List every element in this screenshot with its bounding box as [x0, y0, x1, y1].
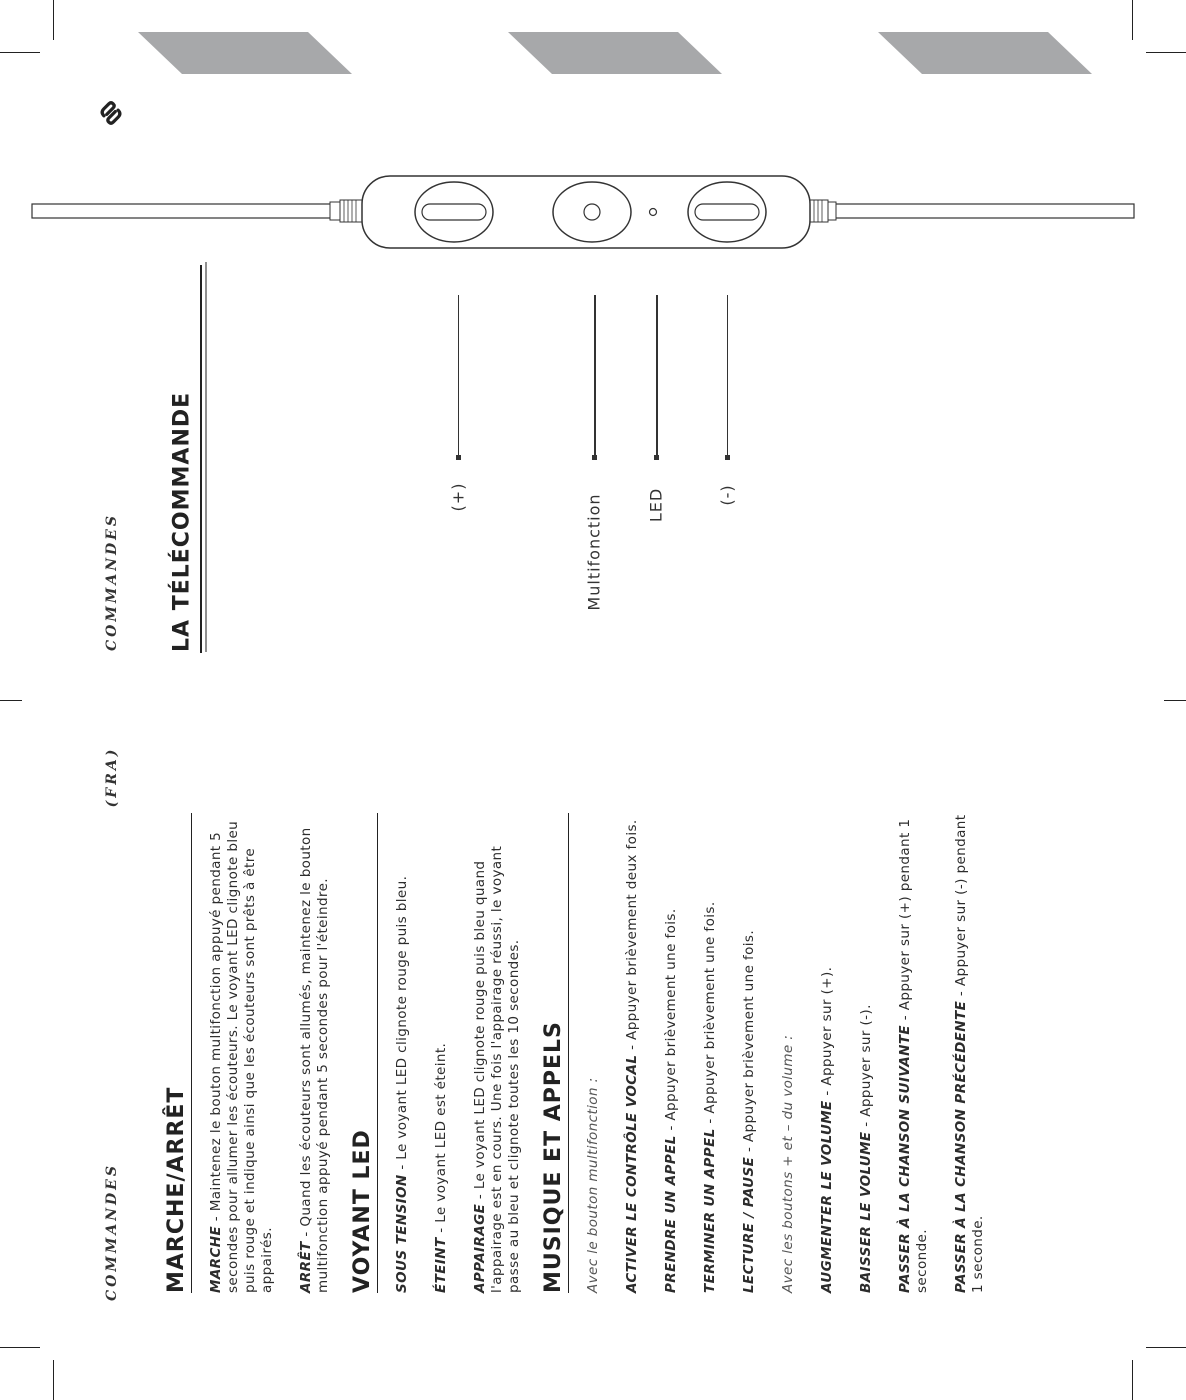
crop-mark [0, 52, 40, 53]
crop-mark [1132, 1360, 1133, 1400]
section-label-left: COMMANDES [104, 1163, 120, 1301]
callout-line-plus [458, 295, 459, 458]
callout-dot [725, 455, 730, 460]
crop-mark [1146, 1347, 1186, 1348]
language-label: (FRA) [104, 746, 120, 808]
text-answer: - Appuyer brièvement une fois. [663, 908, 679, 1136]
callout-label-minus: (-) [717, 484, 737, 506]
callout-label-led: LED [646, 487, 666, 523]
crop-mark [1164, 700, 1186, 701]
paragraph-power-on [208, 813, 276, 1293]
text-power-off: - Quand les écouteurs sont allumés, maintenez le bouton multifonction appuyé pendant 5 secondes pour l'éteindre. [298, 827, 331, 1293]
label-next-track: PASSER À LA CHANSON SUIVANTE [897, 1024, 913, 1293]
text-end-call: - Appuyer brièvement une fois. [702, 901, 718, 1129]
remote-control-illustration [30, 170, 1136, 260]
callout-dot [592, 455, 597, 460]
crop-mark [1146, 52, 1186, 53]
label-play-pause: LECTURE / PAUSE [741, 1156, 757, 1293]
crop-mark [53, 0, 54, 40]
paragraph-power-off [298, 813, 332, 1293]
section-tab-shape [130, 30, 360, 76]
crop-mark [53, 1360, 54, 1400]
paragraph-prev-track [953, 813, 987, 1293]
text-led-powered: - Le voyant LED clignote rouge puis bleu. [394, 875, 410, 1175]
callout-line-led [656, 295, 658, 458]
intro-multifunction: Avec le bouton multifonction : [585, 1077, 601, 1293]
callout-line-minus [727, 295, 728, 458]
text-prev-track: - Appuyer sur (-) pendant 1 seconde. [953, 814, 986, 1293]
paragraph-next-track [897, 813, 931, 1293]
callout-label-multifunction: Multifonction [584, 493, 604, 611]
label-led-powered: SOUS TENSION [394, 1174, 410, 1293]
crop-mark [1132, 0, 1133, 40]
text-led-pairing: - Le voyant LED clignote rouge puis bleu quand l'appairage est en cours. Une fois l'appairage réussi, le voyant passe au bleu et clignote toutes les 10 secondes. [472, 845, 522, 1293]
text-volume-down: - Appuyer sur (-). [858, 1004, 874, 1132]
text-power-on: - Maintenez le bouton multifonction appuyé pendant 5 secondes pour allumer les écouteurs. Le voyant LED clignote bleu puis rouge et indique ainsi que les écouteurs sont prêts à être appairés. [208, 820, 275, 1293]
text-led-off: - Le voyant LED est éteint. [433, 1042, 449, 1238]
callout-dot [456, 455, 461, 460]
instructions-body [164, 813, 987, 1293]
label-led-off: ÉTEINT [433, 1237, 449, 1293]
text-next-track: - Appuyer sur (+) pendant 1 seconde. [897, 818, 930, 1293]
section-tab-shape [500, 30, 730, 76]
paragraph-answer [663, 813, 680, 1293]
text-volume-up: - Appuyer sur (+). [819, 966, 835, 1101]
paragraph-led-off [433, 813, 450, 1293]
crop-mark [0, 700, 22, 701]
paragraph-voice [624, 813, 641, 1293]
text-voice: - Appuyer brièvement deux fois. [624, 819, 640, 1055]
paragraph-led-powered [394, 813, 411, 1293]
text-play-pause: - Appuyer brièvement une fois. [741, 929, 757, 1157]
section-title-music: MUSIQUE ET APPELS [545, 813, 569, 1293]
label-volume-up: AUGMENTER LE VOLUME [819, 1100, 835, 1293]
instructions-column [164, 813, 1068, 1293]
callout-dot [654, 455, 659, 460]
section-title-led: VOYANT LED [354, 813, 378, 1293]
intro-volume: Avec les boutons + et – du volume : [780, 1034, 796, 1293]
label-end-call: TERMINER UN APPEL [702, 1128, 718, 1293]
label-led-pairing: APPAIRAGE [472, 1203, 488, 1293]
label-volume-down: BAISSER LE VOLUME [858, 1131, 874, 1293]
paragraph-play-pause [741, 813, 758, 1293]
section-tab-shape [870, 30, 1100, 76]
brand-logo-icon [98, 100, 124, 126]
paragraph-end-call [702, 813, 719, 1293]
crop-mark [0, 1347, 40, 1348]
callout-line-multifunction [594, 295, 596, 458]
section-title-power: MARCHE/ARRÊT [168, 813, 192, 1293]
section-label-right: COMMANDES [104, 513, 120, 651]
label-answer: PRENDRE UN APPEL [663, 1135, 679, 1293]
label-power-on: MARCHE [208, 1225, 224, 1293]
callout-label-plus: (+) [448, 482, 468, 512]
label-prev-track: PASSER À LA CHANSON PRÉCÉDENTE [953, 1000, 969, 1293]
paragraph-volume-up [819, 813, 836, 1293]
remote-title-divider [200, 265, 202, 653]
label-voice: ACTIVER LE CONTRÔLE VOCAL [624, 1054, 640, 1293]
label-power-off: ARRÊT [298, 1241, 314, 1293]
remote-title: LA TÉLÉCOMMANDE [169, 391, 195, 652]
paragraph-volume-down [858, 813, 875, 1293]
paragraph-led-pairing [472, 813, 523, 1293]
